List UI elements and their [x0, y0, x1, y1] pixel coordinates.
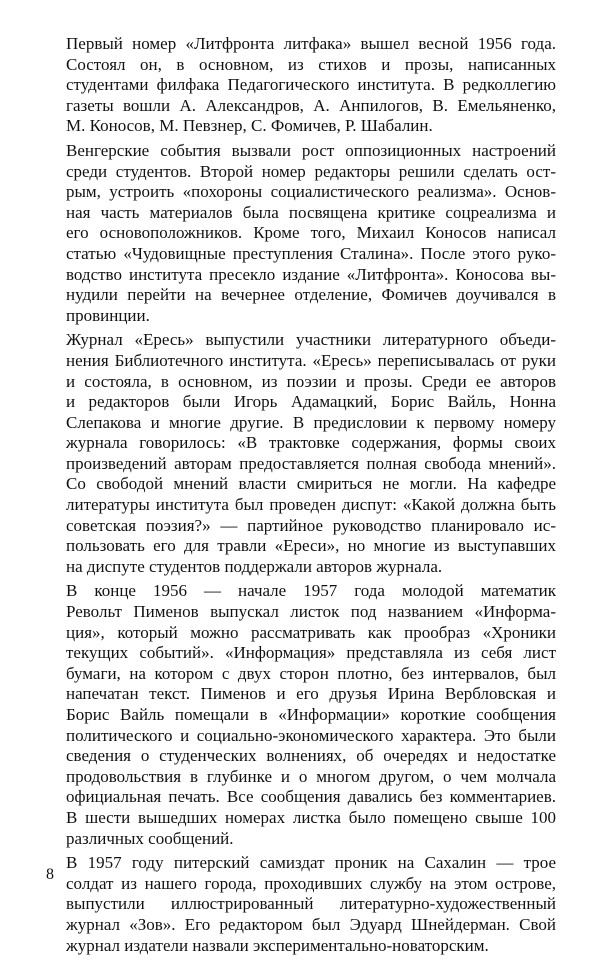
text-line: политического и социально-экономического характера. Это были	[66, 725, 556, 745]
text-line: провинции.	[66, 305, 150, 325]
text-line: произведений авторам предоставляется полная свобода мнений».	[66, 453, 556, 473]
text-line: выпустили иллюстрированный литературно-художественный	[66, 894, 556, 914]
text-line: ная часть материалов была посвящена критике соцреализма и	[66, 202, 556, 222]
text-line: водство института пресекло издание «Литфронта». Коносова вы-	[66, 264, 556, 284]
text-line: официальная печать. Все сообщения давались без комментариев.	[66, 787, 556, 807]
text-line: солдат из нашего города, проходивших службу на этом острове,	[66, 873, 556, 893]
text-line: журнала говорилось: «В трактовке содержания, формы своих	[66, 433, 556, 453]
text-line: рым, устроить «похороны социалистического реализма». Основ-	[66, 182, 556, 202]
text-line: продовольствия в глубинке и о многом другом, о чем молчала	[66, 766, 556, 786]
text-line: среди студентов. Второй номер редакторы решили сделать ост-	[66, 161, 556, 181]
text-line: литературы института был проведен диспут: «Какой должна быть	[66, 495, 556, 515]
page-number: 8	[46, 866, 54, 883]
text-line: газеты вошли А. Александров, А. Анпилогов, В. Емельяненко,	[66, 95, 556, 115]
text-line: сведения о студенческих волнениях, об очередях и недостатке	[66, 746, 556, 766]
text-line: журнал «Зов». Его редактором был Эдуард Шнейдерман. Свой	[66, 914, 556, 934]
text-line: В конце 1956 — начале 1957 года молодой математик	[66, 581, 556, 601]
text-line: пользовать его для травли «Ереси», но многие из выступавших	[66, 536, 556, 556]
text-line: ция», который можно рассматривать как прообраз «Хроники	[66, 622, 556, 642]
text-line: Со свободой мнений власти смириться не могли. На кафедре	[66, 474, 556, 494]
text-line: статью «Чудовищные преступления Сталина». После этого руко-	[66, 243, 556, 263]
paragraph-hungarian-events	[46, 141, 556, 326]
text-line: и редакторов были Игорь Адамацкий, Борис Вайль, Нонна	[66, 392, 556, 412]
text-line: и состояла, в основном, из поэзии и прозы. Среди ее авторов	[66, 371, 556, 391]
text-line: напечатан текст. Пименов и его друзья Ирина Вербловская и	[66, 684, 556, 704]
paragraph-litfront	[46, 34, 556, 137]
text-line: Венгерские события вызвали рост оппозиционных настроений	[66, 140, 556, 160]
text-line: нения Библиотечного института. «Ересь» переписывалась от руки	[66, 350, 556, 370]
text-line: Слепакова и многие другие. В предисловии к первому номеру	[66, 412, 556, 432]
paragraph-sakhalin	[46, 853, 556, 956]
page-body	[46, 34, 556, 960]
paragraph-information-leaflet	[46, 581, 556, 849]
text-line: нудили перейти на вечернее отделение, Фомичев доучивался в	[66, 285, 556, 305]
text-line: советская поэзия?» — партийное руководство планировало ис-	[66, 515, 556, 535]
text-line: его основоположников. Кроме того, Михаил Коносов написал	[66, 223, 556, 243]
text-line: В 1957 году питерский самиздат проник на Сахалин — трое	[66, 853, 556, 873]
text-line: Состоял он, в основном, из стихов и прозы, написанных	[66, 54, 556, 74]
text-line: В шести вышедших номерах листка было помещено свыше 100	[66, 807, 556, 827]
text-line: бумаги, на котором с двух сторон плотно, без интервалов, был	[66, 663, 556, 683]
text-line: Первый номер «Литфронта литфака» вышел весной 1956 года.	[66, 34, 556, 53]
text-line: текущих событий». «Информация» представляла из себя лист	[66, 643, 556, 663]
text-line: на диспуте студентов поддержали авторов журнала.	[66, 556, 443, 576]
text-line: М. Коносов, М. Певзнер, С. Фомичев, Р. Шабалин.	[66, 116, 433, 136]
paragraph-heresy-journal	[46, 330, 556, 577]
text-line: различных сообщений.	[66, 828, 234, 848]
text-line: студентами филфака Педагогического института. В редколлегию	[66, 75, 556, 95]
text-line: Борис Вайль помещали в «Информации» короткие сообщения	[66, 705, 556, 724]
text-line: Журнал «Ересь» выпустили участники литературного объеди-	[66, 330, 556, 350]
text-line: Револьт Пименов выпускал листок под названием «Информа-	[66, 602, 556, 622]
text-line: журнал издатели назвали экспериментально-новаторским.	[66, 935, 489, 955]
